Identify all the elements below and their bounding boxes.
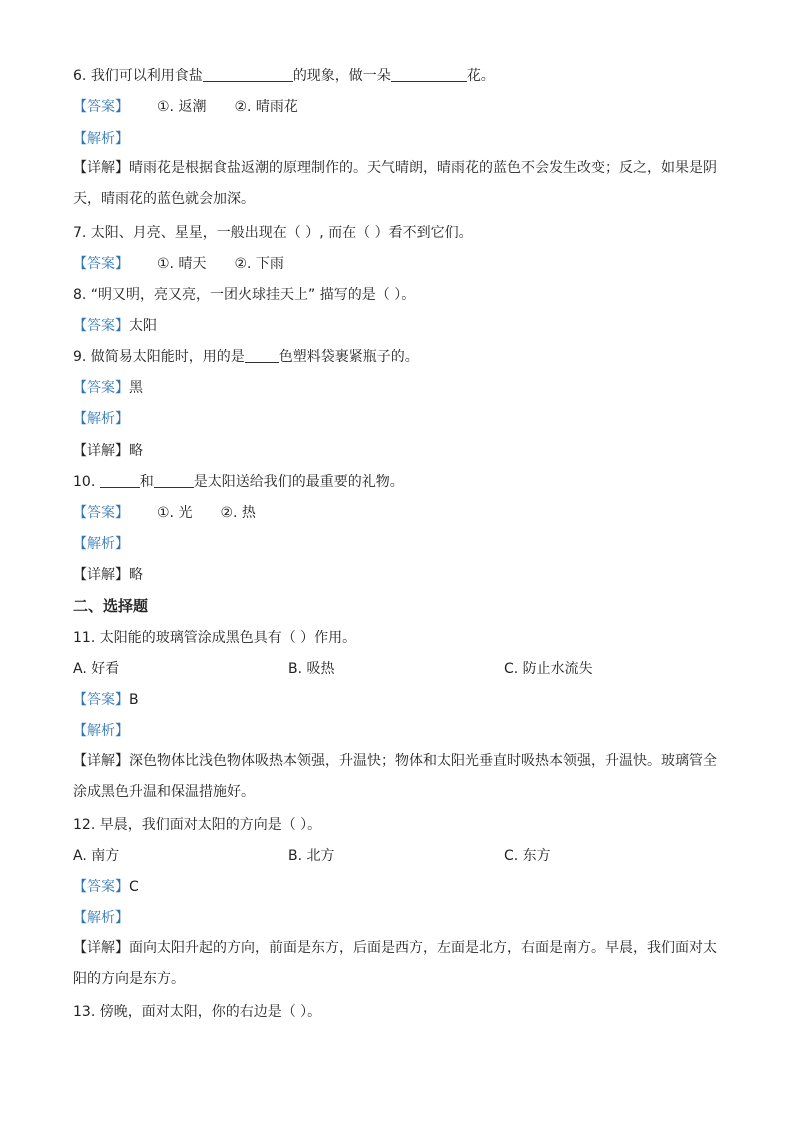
option-a: A. 好看 (73, 661, 120, 677)
option-b: B. 吸热 (288, 661, 335, 677)
question-13: 13. 傍晚，面对太阳，你的右边是（ ）。 (73, 1004, 322, 1020)
answer-blank (154, 473, 194, 488)
answer-tag: 【答案】 (73, 318, 129, 334)
answer-8: 【答案】太阳 (73, 318, 157, 334)
answer-blank (203, 67, 293, 82)
analysis-12 (73, 909, 129, 927)
answer-11: 【答案】B (73, 692, 139, 708)
answer-10: 【答案】 ①. 光 ②. 热 (73, 505, 256, 521)
answer-tag: 【答案】 (73, 256, 129, 272)
analysis-6 (73, 130, 129, 148)
section-heading: 二、选择题 (73, 597, 149, 615)
detail-10: 【详解】略 (73, 567, 143, 583)
question-7: 7. 太阳、月亮、星星，一般出现在（ ）, 而在（ ）看不到它们。 (73, 225, 473, 241)
option-c: C. 东方 (504, 848, 551, 864)
question-9: 9. 做简易太阳能时，用的是 色塑料袋裹紧瓶子的。 (73, 349, 419, 365)
answer-blank (245, 348, 279, 363)
question-10: 10. 和 是太阳送给我们的最重要的礼物。 (73, 474, 404, 490)
detail-tag: 【详解】 (73, 443, 129, 459)
answer-blank (100, 473, 140, 488)
answer-12: 【答案】C (73, 879, 139, 895)
answer-tag: 【答案】 (73, 380, 129, 396)
analysis-10 (73, 535, 129, 553)
analysis-11 (73, 722, 129, 740)
detail-12: 【详解】面向太阳升起的方向，前面是东方，后面是西方，左面是北方，右面是南方。早晨，我们面对太阳的方向是东方。 (73, 940, 717, 987)
question-12: 12. 早晨，我们面对太阳的方向是（ ）。 (73, 817, 322, 833)
detail-tag: 【详解】 (73, 160, 129, 176)
analysis-tag: 【解析】 (73, 910, 129, 926)
detail-tag: 【详解】 (73, 567, 129, 583)
detail-tag: 【详解】 (73, 753, 129, 769)
detail-9: 【详解】略 (73, 443, 143, 459)
answer-tag: 【答案】 (73, 505, 129, 521)
option-b: B. 北方 (288, 848, 335, 864)
question-8: 8. “明又明，亮又亮，一团火球挂天上” 描写的是（ ）。 (73, 287, 416, 303)
analysis-9 (73, 410, 129, 428)
option-a: A. 南方 (73, 848, 120, 864)
answer-tag: 【答案】 (73, 879, 129, 895)
answer-7: 【答案】 ①. 晴天 ②. 下雨 (73, 256, 284, 272)
answer-blank (391, 67, 467, 82)
analysis-tag: 【解析】 (73, 411, 129, 427)
detail-6: 【详解】晴雨花是根据食盐返潮的原理制作的。天气晴朗，晴雨花的蓝色不会发生改变；反之，如果是阴天，晴雨花的蓝色就会加深。 (73, 160, 717, 207)
detail-11: 【详解】深色物体比浅色物体吸热本领强，升温快；物体和太阳光垂直时吸热本领强，升温快。玻璃管全涂成黑色升温和保温措施好。 (73, 753, 717, 800)
answer-6: 【答案】 ①. 返潮 ②. 晴雨花 (73, 99, 298, 115)
option-c: C. 防止水流失 (504, 661, 593, 677)
detail-tag: 【详解】 (73, 940, 129, 956)
question-11: 11. 太阳能的玻璃管涂成黑色具有（ ）作用。 (73, 630, 357, 646)
analysis-tag: 【解析】 (73, 131, 129, 147)
question-6: 6. 我们可以利用食盐 的现象，做一朵 花。 (73, 68, 495, 84)
answer-tag: 【答案】 (73, 692, 129, 708)
analysis-tag: 【解析】 (73, 536, 129, 552)
analysis-tag: 【解析】 (73, 723, 129, 739)
answer-tag: 【答案】 (73, 99, 129, 115)
answer-9: 【答案】黑 (73, 380, 143, 396)
